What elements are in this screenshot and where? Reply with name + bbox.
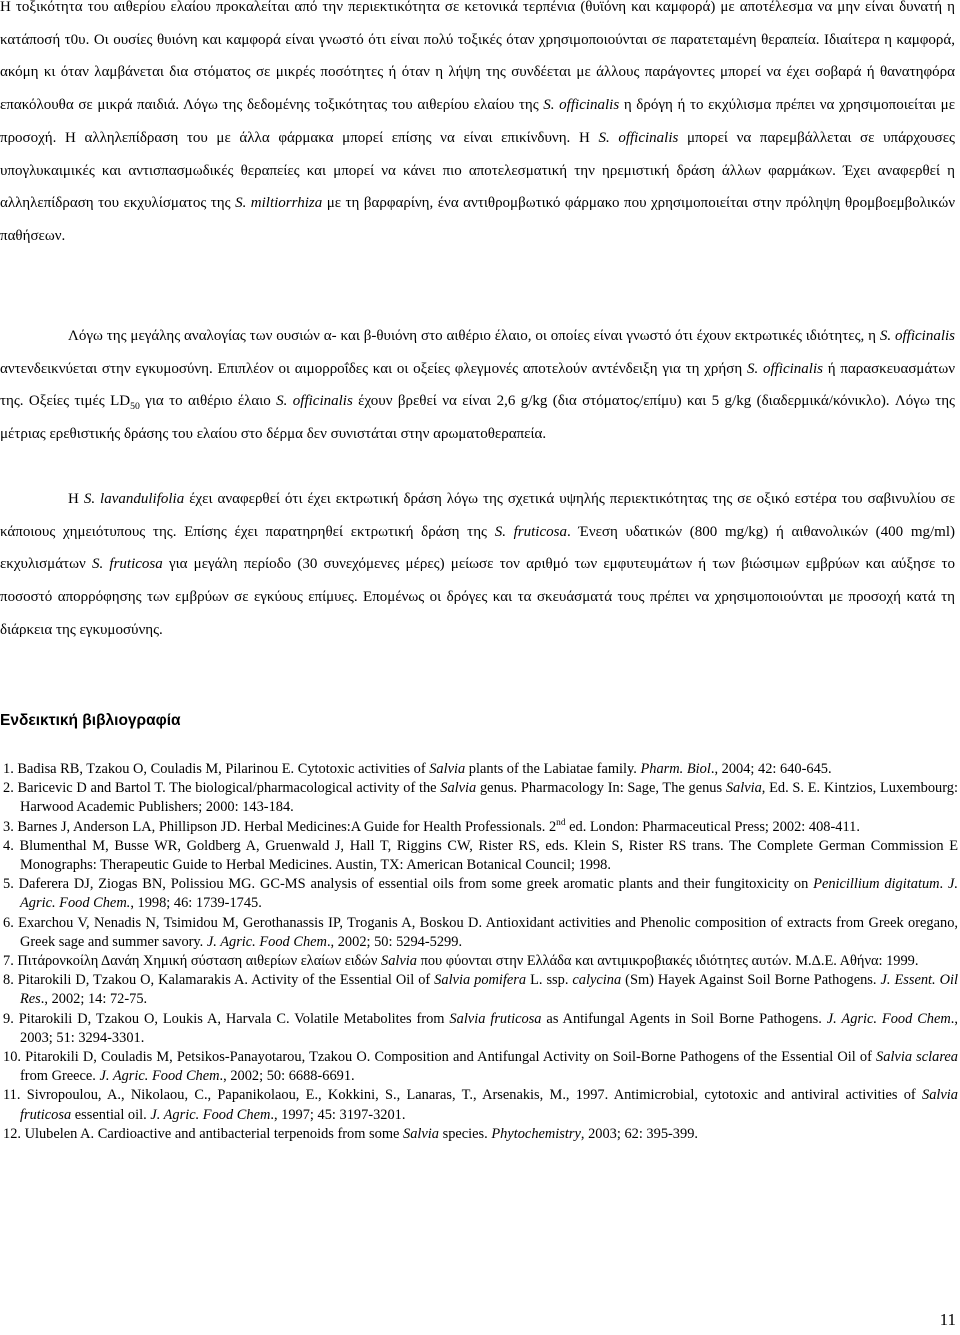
text-segment: 5. Daferera DJ, Ziogas BN, Polissiou MG. GC-MS analysis of essential oils from some greek aromatic plants and their fungitoxicity on [3, 876, 814, 893]
reference-item [0, 779, 958, 817]
text-segment: L. ssp. [526, 972, 573, 989]
text-segment: ή παρασκευασμάτων της. Οξείες τιμές LD [0, 360, 955, 410]
text-segment: ., 2003; 51: 3294-3301. [20, 1010, 958, 1046]
text-segment: 4. Blumenthal M, Busse WR, Goldberg A, Gruenwald J, Hall T, Riggins CW, Rister RS, eds. Klein S, Rister RS trans. The Complete German Commission E Monographs: Therapeutic Guide to Herbal Medicines. Austin, TX: American Botanical Council; 1998. [3, 837, 958, 874]
text-segment: που φύονται στην Ελλάδα και αντιμικροβιακές ιδιότητες αυτών. Μ.Δ.Ε. Αθήνα: 1999. [416, 953, 919, 970]
text-segment: from Greece. [20, 1068, 100, 1085]
text-segment: έχουν βρεθεί να είναι 2,6 g/kg (δια στόματος/επίμυ) και 5 g/kg (διαδερμικά/κόνικλο). Λόγω της μέτριας ερεθιστικής δράσης του ελαίου στο δέρμα δεν συνιστάται στην αρωματοθεραπεία. [0, 393, 956, 443]
italic-text: J. Agric. Food Chem [206, 933, 327, 950]
reference-list [0, 760, 958, 1144]
reference-item [0, 760, 958, 779]
italic-text: Salvia fruticosa [20, 1087, 958, 1123]
italic-text: J. Essent. Oil Res [20, 972, 958, 1008]
italic-text: Salvia [725, 780, 762, 797]
text-segment: ., 2004; 42: 640-645. [710, 761, 832, 777]
text-segment: 8. Pitarokili D, Tzakou O, Kalamarakis A. Activity of the Essential Oil of [3, 972, 435, 989]
italic-text: S. officinalis [879, 328, 955, 344]
text-segment: 7. Πιτάρονκοίλη Δανάη Χημική σύσταση αιθερίων ελαίων ειδών [3, 953, 381, 970]
italic-text: S. fruticosa [91, 556, 163, 573]
reference-item [0, 818, 958, 837]
text-segment: 10. Pitarokili D, Couladis M, Petsikos-Panayotarou, Tzakou O. Composition and Antifungal Activity on Soil-Borne Pathogens of the Essential Oil of [3, 1049, 877, 1066]
bibliography-heading: Ενδεικτική βιβλιογραφία [0, 712, 181, 729]
text-segment: 2. Baricevic D and Bartol T. The biological/pharmacological activity of the [3, 780, 441, 797]
italic-text: J. Agric. Food Chem [99, 1068, 220, 1085]
text-segment: μπορεί να παρεμβάλλεται σε υπάρχουσες υπογλυκαιμικές και αντισπασμωδικές θεραπείες και μπορεί να κάνει πιο αποτελεσματική την ηρεμιστική δράση άλλων φαρμάκων. Έχει αναφερθεί η αλληλεπίδραση του εκχυλίσματος της [0, 129, 955, 212]
paragraph-abortive-effects [0, 483, 955, 647]
text-segment: nd [556, 817, 566, 828]
text-segment: 6. Exarchou V, Nenadis N, Tsimidou M, Gerothanassis IP, Troganis A, Boskou D. Antioxidant activities and Phenolic composition of extracts from Greek oregano, Greek sage and summer savory. [3, 914, 958, 950]
reference-item [0, 1048, 958, 1086]
reference-item [0, 837, 958, 875]
text-segment: για μεγάλη περίοδο (30 συνεχόμενες μέρες) μείωσε τον αριθμό των εμφυτευμάτων ή των βιώσιμων εμβρύων και αύξησε το ποσοστό απορρόφησης των εμβρύων σε εγκύους επίμυες. Επομένως οι δρόγες και τα σκευάσματά τους πρέπει να χρησιμοποιούνται με προσοχή κατά τη διάρκεια της εγκυμοσύνης. [0, 556, 955, 638]
italic-text: S. officinalis [598, 129, 679, 146]
reference-item [0, 1086, 958, 1124]
reference-item [0, 875, 958, 913]
text-segment: ., 2002; 14: 72-75. [40, 991, 148, 1008]
italic-text: J. Agric. Food Chem [826, 1010, 951, 1027]
italic-text: Phytochemistry [491, 1125, 581, 1142]
text-segment: αντενδεικνύεται στην εγκυμοσύνη. Επιπλέον οι αιμορροΐδες και οι οξείες φλεγμονές αποτελούν αντένδειξη για τη χρήση [0, 360, 747, 377]
text-segment: η δρόγη ή το εκχύλισμα πρέπει να χρησιμοποιείται με προσοχή. Η αλληλεπίδραση του με άλλα φάρμακα μπορεί επίσης να είναι επικίνδυνη. Η [0, 97, 956, 146]
italic-text: J. Agric. Food Chem [150, 1106, 271, 1123]
text-segment: , 1998; 46: 1739-1745. [130, 895, 262, 912]
reference-item [0, 971, 958, 1009]
text-segment: ., 2002; 50: 6688-6691. [219, 1068, 355, 1085]
text-segment: essential oil. [71, 1106, 151, 1123]
text-segment: species. [439, 1125, 492, 1142]
italic-text: calycina [572, 972, 622, 989]
text-segment: . [939, 876, 948, 893]
text-segment: . Ένεση υδατικών (800 mg/kg) ή αιθανολικών (400 mg/ml) εκχυλισμάτων [0, 523, 956, 573]
text-segment: (Sm) Hayek Against Soil Borne Pathogens. [621, 972, 881, 989]
text-segment: 9. Pitarokili D, Tzakou O, Loukis A, Harvala C. Volatile Metabolites from [3, 1010, 450, 1027]
text-segment: , Ed. S. E. Kintzios, Luxembourg: Harwood Academic Publishers; 2000: 143-184. [20, 780, 958, 816]
text-segment: ., 1997; 45: 3197-3201. [270, 1106, 406, 1123]
text-segment: 11. Sivropoulou, A., Nikolaou, C., Papanikolaou, E., Kokkini, S., Lanaras, T., Arsenakis, M., 1997. Antimicrobial, cytotoxic and antiviral activities of [3, 1087, 923, 1104]
italic-text: S. officinalis [276, 393, 353, 410]
italic-text: S. lavandulifolia [83, 491, 185, 507]
italic-text: Salvia [381, 953, 417, 970]
text-segment: genus. Pharmacology In: Sage, The genus [476, 780, 726, 797]
reference-item [0, 914, 958, 952]
italic-text: Salvia pomifera [434, 972, 527, 989]
reference-item [0, 1010, 958, 1048]
italic-text: Salvia [429, 761, 466, 777]
text-segment: 3. Barnes J, Anderson LA, Phillipson JD. Herbal Medicines:A Guide for Health Professionals. 2 [3, 818, 557, 835]
reference-item [0, 952, 958, 971]
text-segment: 1. Badisa RB, Tzakou O, Couladis M, Pilarinou E. Cytotoxic activities of [3, 761, 430, 777]
text-segment: 12. Ulubelen A. Cardioactive and antibacterial terpenoids from some [3, 1125, 404, 1142]
text-segment: ., 2002; 50: 5294-5299. [326, 933, 463, 950]
text-segment: plants of the Labiatae family. [465, 761, 641, 777]
italic-text: Salvia [440, 780, 477, 797]
italic-text: S. fruticosa [494, 523, 567, 540]
text-segment: , 2003; 62: 395-399. [580, 1125, 698, 1142]
text-segment: 50 [130, 401, 140, 413]
italic-text: Penicillium digitatum [813, 876, 940, 893]
italic-text: Salvia [403, 1125, 439, 1142]
text-segment: ed. London: Pharmaceutical Press; 2002: 408-411. [565, 818, 860, 835]
text-segment: με τη βαρφαρίνη, ένα αντιθρομβωτικό φάρμακο που χρησιμοποιείται στην πρόληψη θρομβοεμβολικών παθήσεων. [0, 195, 955, 244]
paragraph-contraindications [0, 320, 955, 451]
italic-text: S. officinalis [543, 97, 620, 114]
text-segment: για το αιθέριο έλαιο [139, 393, 277, 410]
text-segment: έχει αναφερθεί ότι έχει εκτρωτική δράση λόγω της σχετικά υψηλής περιεκτικότητας της σε οξικό εστέρα του σαβινυλίου σε κάποιους χημειότυπους της. Επίσης έχει παρατηρηθεί εκτρωτική δράση της [0, 491, 955, 540]
italic-text: S. miltiorrhiza [235, 195, 323, 212]
reference-item [0, 1125, 958, 1144]
italic-text: S. officinalis [746, 360, 823, 377]
text-segment: Η [68, 491, 84, 507]
italic-text: J. Agric. Food Chem. [20, 876, 958, 912]
text-segment: as Antifungal Agents in Soil Borne Pathogens. [541, 1010, 827, 1027]
italic-text: Salvia fruticosa [449, 1010, 542, 1027]
paragraph-toxicity [0, 0, 955, 253]
text-segment: Λόγω της μεγάλης αναλογίας των ουσιών α- και β-θυιόνη στο αιθέριο έλαιο, οι οποίες είναι γνωστό ότι έχουν εκτρωτικές ιδιότητες, η [68, 328, 880, 344]
italic-text: Pharm. Biol [640, 761, 711, 777]
text-segment: Η τοξικότητα του αιθερίου ελαίου προκαλείται από την περιεκτικότητα σε κετονικά τερπένια (θυϊόνη και καμφορά) με αποτέλεσμα να μην είναι δυνατή η κατάποσή τ0υ. Οι ουσίες θυιόνη και καμφορά είναι γνωστό ότι είναι πολύ τοξικές όταν χρησιμοποιούνται σε παρατεταμένη θεραπεία. Ιδιαίτερα η καμφορά, ακόμη κι όταν λαμβάνεται δια στόματος σε μικρές ποσότητες ή όταν η λήψη της συνδέεται με άλλους παράγοντες μπορεί να έχει σοβαρά ή θανατηφόρα επακόλουθα σε μικρά παιδιά. Λόγω της δεδομένης τοξικότητας του αιθερίου ελαίου της [0, 0, 955, 114]
page-number: 11 [939, 1310, 956, 1329]
italic-text: Salvia sclarea [876, 1049, 959, 1066]
